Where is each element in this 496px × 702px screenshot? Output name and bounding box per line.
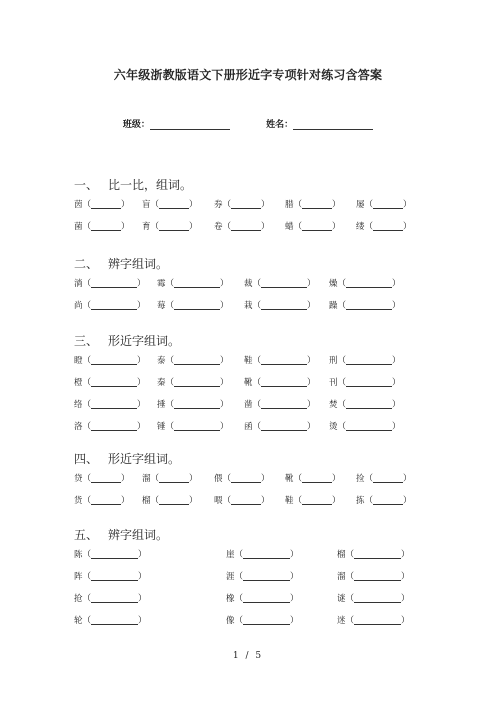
section-heading [74, 526, 424, 544]
character: 瞪 [74, 356, 83, 366]
name-blank[interactable] [293, 120, 373, 130]
character: 函 [244, 422, 253, 432]
exercise-row [74, 416, 424, 438]
character: 裁 [244, 279, 253, 289]
exercise-row [74, 544, 424, 566]
section-number: 五、 [74, 528, 99, 542]
exercise-row [74, 295, 424, 317]
answer-blank[interactable] [174, 400, 220, 409]
character: 刊 [329, 378, 338, 388]
exercise-item: 轮（ ） [74, 616, 147, 626]
character: 拣 [356, 496, 365, 506]
answer-blank[interactable] [91, 572, 138, 581]
answer-blank[interactable] [231, 200, 261, 209]
exercise-item: 偎（ ） [214, 474, 270, 484]
section-5 [74, 526, 424, 632]
character: 燥 [329, 279, 338, 289]
answer-blank[interactable] [91, 222, 121, 231]
character: 焚 [329, 400, 338, 410]
character: 盲 [142, 200, 151, 210]
exercise-item: 尚（ ） [74, 301, 146, 311]
character: 榴 [142, 496, 151, 506]
exercise-item: 喂（ ） [214, 496, 270, 506]
character: 秦 [157, 378, 166, 388]
exercise-item: 秦（ ） [157, 378, 229, 388]
class-label: 班级： [122, 120, 150, 130]
character: 锤 [157, 422, 166, 432]
answer-blank[interactable] [174, 279, 220, 288]
character: 凿 [244, 400, 253, 410]
character: 货 [74, 496, 83, 506]
exercise-row [74, 566, 424, 588]
exercise-item: 函（ ） [244, 422, 316, 432]
answer-blank[interactable] [261, 279, 307, 288]
character: 抢 [74, 594, 83, 604]
exercise-item: 育（ ） [142, 222, 198, 232]
exercise-row [74, 350, 424, 372]
exercise-item: 燥（ ） [329, 279, 401, 289]
answer-blank[interactable] [159, 200, 189, 209]
character: 淌 [74, 279, 83, 289]
exercise-row [74, 273, 424, 295]
character: 卷 [214, 222, 223, 232]
answer-blank[interactable] [261, 422, 307, 431]
character: 陈 [74, 550, 83, 560]
exercise-item: 淌（ ） [74, 279, 146, 289]
exercise-item: 络（ ） [74, 400, 146, 410]
answer-blank[interactable] [91, 474, 121, 483]
exercise-row [74, 588, 424, 610]
exercise-item: 崖（ ） [226, 550, 299, 560]
exercise-item: 腊（ ） [285, 200, 341, 210]
exercise-item: 橡（ ） [226, 594, 299, 604]
name-label: 姓名： [266, 120, 294, 130]
character: 屡 [356, 200, 365, 210]
section-heading-text: 辨字组词。 [108, 528, 169, 542]
answer-blank[interactable] [261, 301, 307, 310]
character: 像 [226, 616, 235, 626]
character: 涯 [226, 572, 235, 582]
answer-blank[interactable] [261, 378, 307, 387]
exercise-item: 溜（ ） [142, 474, 198, 484]
character: 莓 [157, 301, 166, 311]
exercise-item: 橙（ ） [74, 378, 146, 388]
character: 靴 [285, 474, 294, 484]
exercise-item: 谜（ ） [337, 594, 410, 604]
class-blank[interactable] [150, 120, 230, 130]
exercise-item: 凿（ ） [244, 400, 316, 410]
exercise-item: 泰（ ） [157, 356, 229, 366]
character: 崖 [226, 550, 235, 560]
section-number: 三、 [74, 334, 99, 348]
exercise-item: 抢（ ） [74, 594, 147, 604]
answer-blank[interactable] [302, 222, 332, 231]
character: 谜 [337, 594, 346, 604]
exercise-item: 靴（ ） [244, 378, 316, 388]
character: 迷 [337, 616, 346, 626]
answer-blank[interactable] [346, 378, 392, 387]
character: 偎 [214, 474, 223, 484]
section-heading [74, 450, 424, 468]
answer-blank[interactable] [231, 222, 261, 231]
exercise-item: 卷（ ） [214, 222, 270, 232]
character: 洛 [74, 422, 83, 432]
exercise-item: 霉（ ） [157, 279, 229, 289]
answer-blank[interactable] [174, 422, 220, 431]
answer-blank[interactable] [346, 422, 392, 431]
exercise-item: 捶（ ） [157, 400, 229, 410]
character: 捡 [356, 474, 365, 484]
section-2 [74, 255, 424, 317]
exercise-item: 货（ ） [74, 496, 130, 506]
exercise-row [74, 394, 424, 416]
exercise-item: 锤（ ） [157, 422, 229, 432]
exercise-item: 像（ ） [226, 616, 299, 626]
exercise-item: 迷（ ） [337, 616, 410, 626]
exercise-row [74, 216, 424, 238]
answer-blank[interactable] [91, 616, 138, 625]
exercise-item: 茵（ ） [74, 200, 130, 210]
answer-blank[interactable] [159, 222, 189, 231]
section-heading-text: 辨字组词。 [108, 257, 169, 271]
character: 腊 [285, 200, 294, 210]
answer-blank[interactable] [346, 279, 392, 288]
exercise-item: 阵（ ） [74, 572, 147, 582]
character: 捶 [157, 400, 166, 410]
character: 鞋 [244, 356, 253, 366]
answer-blank[interactable] [174, 301, 220, 310]
exercise-item: 陈（ ） [74, 550, 147, 560]
answer-blank[interactable] [346, 301, 392, 310]
answer-blank[interactable] [231, 474, 261, 483]
section-number: 一、 [74, 178, 99, 192]
exercise-item: 券（ ） [214, 200, 270, 210]
section-heading-text: 形近字组词。 [108, 452, 181, 466]
answer-blank[interactable] [373, 222, 403, 231]
page-title: 六年级浙教版语文下册形近字专项针对练习含答案 [113, 68, 383, 82]
exercise-item: 缕（ ） [356, 222, 412, 232]
answer-blank[interactable] [91, 200, 121, 209]
exercise-row [74, 372, 424, 394]
character: 阵 [74, 572, 83, 582]
exercise-item: 洛（ ） [74, 422, 146, 432]
answer-blank[interactable] [91, 496, 121, 505]
exercise-item: 栽（ ） [244, 301, 316, 311]
character: 喂 [214, 496, 223, 506]
exercise-row [74, 194, 424, 216]
answer-blank[interactable] [91, 400, 137, 409]
answer-blank[interactable] [373, 200, 403, 209]
answer-blank[interactable] [354, 594, 401, 603]
character: 菌 [74, 222, 83, 232]
section-heading-text: 比一比，组词。 [108, 178, 193, 192]
answer-blank[interactable] [302, 200, 332, 209]
character: 泰 [157, 356, 166, 366]
answer-blank[interactable] [243, 550, 290, 559]
exercise-item: 屡（ ） [356, 200, 412, 210]
answer-blank[interactable] [302, 474, 332, 483]
character: 橡 [226, 594, 235, 604]
answer-blank[interactable] [231, 496, 261, 505]
exercise-item: 捡（ ） [356, 474, 412, 484]
section-3 [74, 332, 424, 438]
exercise-item: 裁（ ） [244, 279, 316, 289]
section-heading [74, 176, 424, 194]
section-1 [74, 176, 424, 238]
student-info [0, 117, 496, 130]
answer-blank[interactable] [354, 616, 401, 625]
exercise-item: 烫（ ） [329, 422, 401, 432]
exercise-item: 鞋（ ） [285, 496, 341, 506]
answer-blank[interactable] [302, 496, 332, 505]
answer-blank[interactable] [243, 594, 290, 603]
character: 霉 [157, 279, 166, 289]
character: 蜡 [285, 222, 294, 232]
character: 溜 [142, 474, 151, 484]
answer-blank[interactable] [159, 496, 189, 505]
exercise-item: 榴（ ） [142, 496, 198, 506]
answer-blank[interactable] [243, 572, 290, 581]
answer-blank[interactable] [91, 550, 138, 559]
section-heading [74, 255, 424, 273]
exercise-item: 躁（ ） [329, 301, 401, 311]
character: 鞋 [285, 496, 294, 506]
character: 橙 [74, 378, 83, 388]
answer-blank[interactable] [354, 550, 401, 559]
character: 靴 [244, 378, 253, 388]
exercise-row [74, 610, 424, 632]
character: 尚 [74, 301, 83, 311]
section-heading-text: 形近字组词。 [108, 334, 181, 348]
exercise-item: 溜（ ） [337, 572, 410, 582]
character: 茵 [74, 200, 83, 210]
exercise-item: 拣（ ） [356, 496, 412, 506]
answer-blank[interactable] [91, 378, 137, 387]
character: 榴 [337, 550, 346, 560]
answer-blank[interactable] [373, 496, 403, 505]
character: 轮 [74, 616, 83, 626]
character: 贷 [74, 474, 83, 484]
answer-blank[interactable] [159, 474, 189, 483]
section-4 [74, 450, 424, 512]
exercise-item: 贷（ ） [74, 474, 130, 484]
exercise-item: 靴（ ） [285, 474, 341, 484]
page-number: 1 / 5 [232, 651, 264, 661]
answer-blank[interactable] [91, 356, 137, 365]
exercise-row [74, 468, 424, 490]
answer-blank[interactable] [91, 594, 138, 603]
exercise-item: 盲（ ） [142, 200, 198, 210]
exercise-row [74, 490, 424, 512]
answer-blank[interactable] [174, 378, 220, 387]
character: 溜 [337, 572, 346, 582]
exercise-item: 刊（ ） [329, 378, 401, 388]
answer-blank[interactable] [243, 616, 290, 625]
answer-blank[interactable] [91, 279, 137, 288]
answer-blank[interactable] [354, 572, 401, 581]
answer-blank[interactable] [373, 474, 403, 483]
answer-blank[interactable] [346, 356, 392, 365]
answer-blank[interactable] [261, 400, 307, 409]
character: 育 [142, 222, 151, 232]
answer-blank[interactable] [174, 356, 220, 365]
exercise-item: 瞪（ ） [74, 356, 146, 366]
exercise-item: 鞋（ ） [244, 356, 316, 366]
character: 烫 [329, 422, 338, 432]
answer-blank[interactable] [261, 356, 307, 365]
character: 缕 [356, 222, 365, 232]
answer-blank[interactable] [346, 400, 392, 409]
section-number: 四、 [74, 452, 99, 466]
exercise-item: 莓（ ） [157, 301, 229, 311]
exercise-item: 菌（ ） [74, 222, 130, 232]
character: 躁 [329, 301, 338, 311]
character: 络 [74, 400, 83, 410]
answer-blank[interactable] [91, 301, 137, 310]
section-number: 二、 [74, 257, 99, 271]
section-heading [74, 332, 424, 350]
character: 券 [214, 200, 223, 210]
exercise-item: 榴（ ） [337, 550, 410, 560]
exercise-item: 刑（ ） [329, 356, 401, 366]
exercise-item: 焚（ ） [329, 400, 401, 410]
exercise-item: 蜡（ ） [285, 222, 341, 232]
character: 刑 [329, 356, 338, 366]
answer-blank[interactable] [91, 422, 137, 431]
character: 栽 [244, 301, 253, 311]
exercise-item: 涯（ ） [226, 572, 299, 582]
